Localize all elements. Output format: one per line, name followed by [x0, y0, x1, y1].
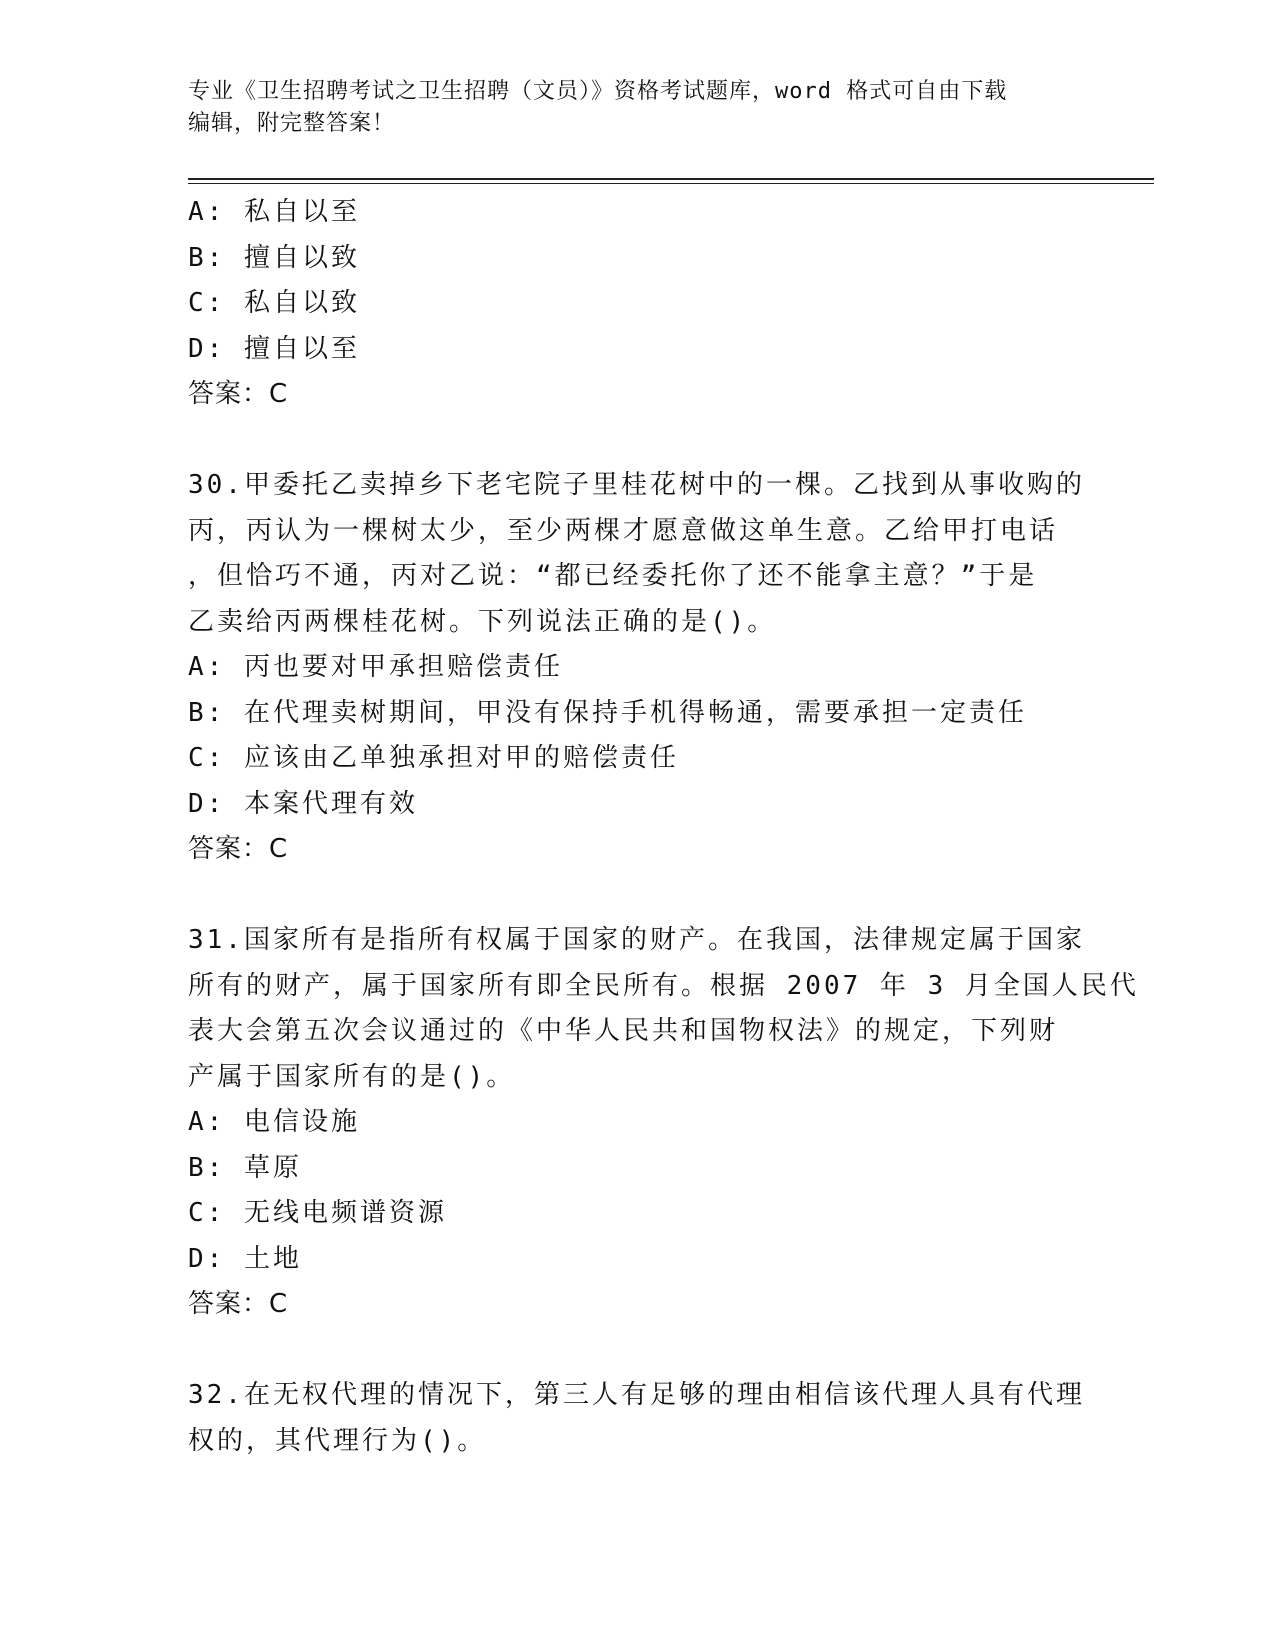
- question-29: [188, 190, 1088, 418]
- question-text-line: 权的，其代理行为()。: [188, 1425, 487, 1456]
- question-31: [188, 918, 1139, 1328]
- question-text-line: 32.在无权代理的情况下，第三人有足够的理由相信该代理人具有代理: [188, 1380, 1085, 1410]
- option-b: B: 草原: [188, 1152, 302, 1183]
- question-32: [188, 1373, 1088, 1464]
- option-c: C: 私自以致: [188, 288, 360, 318]
- header-line: 专业《卫生招聘考试之卫生招聘（文员）》资格考试题库，word 格式可自由下载: [188, 79, 1008, 104]
- answer: 答案：C: [188, 379, 289, 409]
- question-text-line: 产属于国家所有的是()。: [188, 1061, 516, 1092]
- question-text-line: ，但恰巧不通，丙对乙说：“都已经委托你了还不能拿主意？”于是: [188, 561, 1038, 591]
- option-d: D: 土地: [188, 1243, 302, 1274]
- answer: 答案：C: [188, 834, 289, 864]
- option-c: C: 应该由乙单独承担对甲的赔偿责任: [188, 743, 679, 773]
- header-rule-thick: [188, 178, 1154, 180]
- question-text-line: 表大会第五次会议通过的《中华人民共和国物权法》的规定，下列财: [188, 1016, 1059, 1046]
- option-a: A: 私自以至: [188, 197, 360, 227]
- option-a: A: 电信设施: [188, 1107, 360, 1137]
- document-header: [188, 76, 1068, 140]
- question-text-line: 所有的财产，属于国家所有即全民所有。根据 2007 年 3 月全国人民代: [188, 970, 1139, 1001]
- option-b: B: 在代理卖树期间，甲没有保持手机得畅通，需要承担一定责任: [188, 697, 1027, 728]
- question-text-line: 乙卖给丙两棵桂花树。下列说法正确的是()。: [188, 606, 777, 637]
- question-30: [188, 463, 1088, 873]
- header-line: 编辑，附完整答案！: [188, 111, 396, 136]
- question-text-line: 31.国家所有是指所有权属于国家的财产。在我国，法律规定属于国家: [188, 925, 1085, 955]
- spacer: [188, 873, 1088, 919]
- header-rule-thin: [188, 183, 1154, 184]
- question-text-line: 丙，丙认为一棵树太少，至少两棵才愿意做这单生意。乙给甲打电话: [188, 515, 1059, 546]
- spacer: [188, 418, 1088, 464]
- option-d: D: 本案代理有效: [188, 788, 418, 819]
- question-text-line: 30.甲委托乙卖掉乡下老宅院子里桂花树中的一棵。乙找到从事收购的: [188, 470, 1085, 500]
- option-b: B: 擅自以致: [188, 242, 360, 273]
- option-c: C: 无线电频谱资源: [188, 1198, 447, 1228]
- option-a: A: 丙也要对甲承担赔偿责任: [188, 652, 563, 682]
- spacer: [188, 1328, 1088, 1374]
- question-list: [188, 190, 1139, 1464]
- answer: 答案：C: [188, 1289, 289, 1319]
- option-d: D: 擅自以至: [188, 333, 360, 364]
